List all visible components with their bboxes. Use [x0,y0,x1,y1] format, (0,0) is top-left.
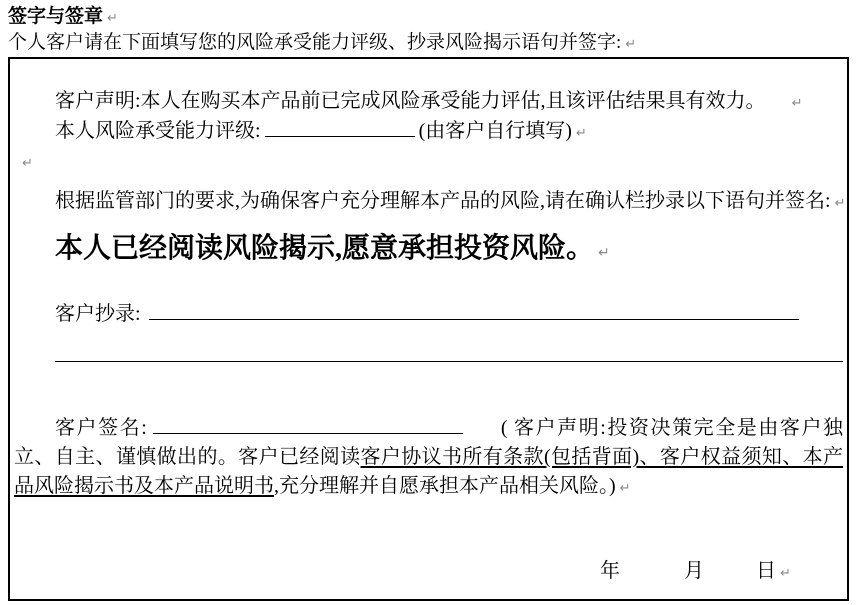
risk-rating-blank[interactable] [265,117,415,137]
paragraph-mark: ↵ [780,566,791,581]
page-title-text: 签字与签章 [8,6,104,27]
risk-rating-note: (由客户自行填写) [418,120,572,142]
customer-copy-blank[interactable] [149,300,799,320]
intro-text: 个人客户请在下面填写您的风险承受能力评级、抄录风险揭示语句并签字: [8,32,622,53]
intro-instruction [8,30,636,58]
paragraph-mark: ↵ [598,245,610,261]
risk-acknowledgement-text: 本人已经阅读风险揭示,愿意承担投资风险。 [55,233,595,264]
customer-copy-label: 客户抄录: [55,303,141,325]
transcribe-instruction-line [55,186,846,219]
risk-rating-label: 本人风险承受能力评级: [55,120,261,142]
transcribe-instruction-text: 根据监管部门的要求,为确保客户充分理解本产品的风险,请在确认栏抄录以下语句并签名: [55,190,831,212]
signature-note-prefix: ( 客户声明:投资决策完全是由客户独立、自主、谨慎做出的。客户已经阅读 [14,417,844,468]
paragraph-mark: ↵ [791,96,803,111]
customer-signature-paragraph [14,414,843,503]
risk-acknowledgement-statement [55,229,610,273]
paragraph-mark: ↵ [22,156,33,171]
signature-form-box [8,57,849,601]
empty-paragraph [22,146,33,179]
customer-signature-blank[interactable] [153,414,463,434]
date-line [600,556,791,589]
paragraph-mark: ↵ [575,126,587,141]
risk-rating-line [55,116,841,149]
signature-note-underlined-documents: 客户协议书所有条款(包括背面)、客户权益须知、本产品风险揭示书及本产品说明书 [14,446,843,497]
date-month-label: 月 [684,560,704,582]
customer-signature-label: 客户签名: [55,417,147,439]
customer-copy-blank-line2[interactable] [55,342,843,362]
page-title [8,4,118,32]
paragraph-mark: ↵ [625,37,637,52]
paragraph-mark: ↵ [834,196,846,211]
customer-declaration-text: 客户声明:本人在购买本产品前已完成风险承受能力评估,且该评估结果具有效力。 [55,90,766,112]
paragraph-mark: ↵ [619,481,631,496]
date-year-label: 年 [600,560,620,582]
paragraph-mark: ↵ [107,11,118,26]
customer-declaration-line [55,86,841,119]
date-day-label: 日 [756,560,776,582]
customer-copy-line [55,299,841,329]
signature-note-suffix: ,充分理解并自愿承担本产品相关风险。) [274,475,616,497]
